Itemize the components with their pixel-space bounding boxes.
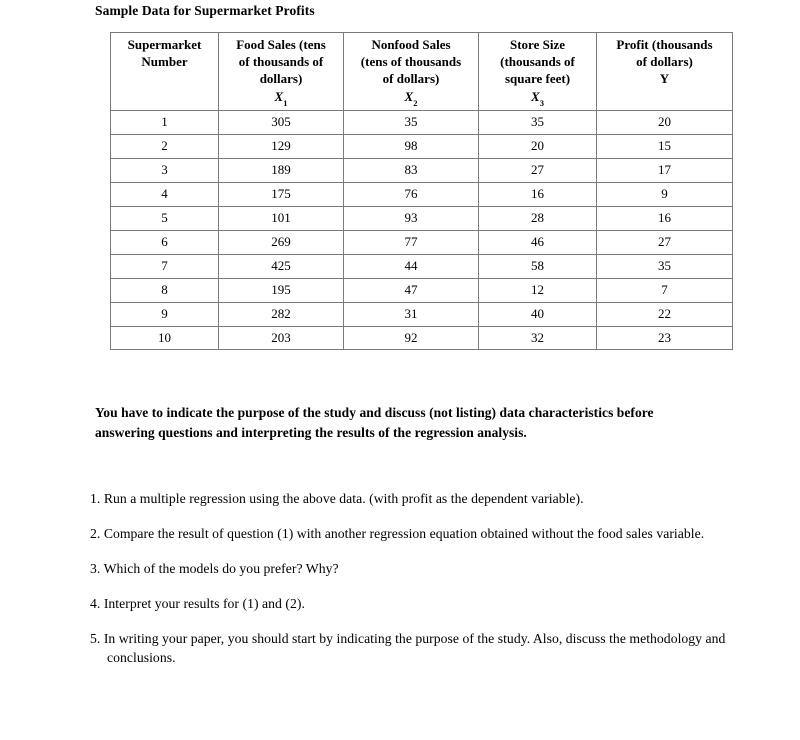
cell-nonfood-sales: 35 — [344, 111, 479, 135]
cell-nonfood-sales: 93 — [344, 207, 479, 231]
cell-profit: 23 — [597, 326, 733, 350]
table-row — [111, 326, 733, 350]
page-title: Sample Data for Supermarket Profits — [95, 3, 315, 18]
question-text: In writing your paper, you should start by indicating the purpose of the study. Also, discuss the methodology and conclusions. — [103, 631, 726, 665]
cell-store-size: 27 — [479, 159, 597, 183]
question-text: Interpret your results for (1) and (2). — [103, 596, 305, 611]
cell-food-sales: 425 — [219, 254, 344, 278]
cell-supermarket-number: 5 — [111, 207, 219, 231]
column-header-line: (tens of thousands — [360, 54, 462, 70]
column-header-line: Store Size — [510, 37, 565, 52]
question-text: Run a multiple regression using the above data. (with profit as the dependent variable). — [103, 491, 584, 506]
sample-data-table — [110, 32, 733, 350]
cell-food-sales: 305 — [219, 111, 344, 135]
column-header-symbol: Y — [659, 71, 670, 87]
table-row — [111, 254, 733, 278]
cell-food-sales: 203 — [219, 326, 344, 350]
column-header-profit — [597, 33, 733, 111]
column-header-symbol-subscript: 1 — [283, 98, 288, 109]
cell-food-sales: 129 — [219, 135, 344, 159]
column-header-line: Profit (thousands — [616, 37, 713, 52]
column-header-line: Number — [141, 54, 188, 70]
table-row — [111, 278, 733, 302]
column-header-line: Food Sales (tens — [236, 37, 326, 52]
question-item — [90, 594, 730, 613]
cell-store-size: 16 — [479, 183, 597, 207]
column-header-line: of dollars) — [382, 71, 440, 87]
cell-profit: 22 — [597, 302, 733, 326]
cell-food-sales: 195 — [219, 278, 344, 302]
column-header-symbol: $X_3$ — [531, 88, 544, 109]
cell-store-size: 35 — [479, 111, 597, 135]
cell-nonfood-sales: 98 — [344, 135, 479, 159]
cell-store-size: 40 — [479, 302, 597, 326]
question-number: 4. — [90, 596, 104, 611]
cell-food-sales: 175 — [219, 183, 344, 207]
cell-profit: 15 — [597, 135, 733, 159]
table-row — [111, 302, 733, 326]
column-header-line: dollars) — [259, 71, 303, 87]
column-header-line: of thousands of — [238, 54, 324, 70]
cell-supermarket-number: 3 — [111, 159, 219, 183]
table-row — [111, 111, 733, 135]
cell-profit: 20 — [597, 111, 733, 135]
cell-supermarket-number: 8 — [111, 278, 219, 302]
instruction-paragraph: You have to indicate the purpose of the study and discuss (not listing) data characteristics before answering questions and interpreting the results of the regression analysis. — [95, 405, 654, 440]
question-item — [90, 524, 730, 543]
cell-store-size: 28 — [479, 207, 597, 231]
cell-food-sales: 101 — [219, 207, 344, 231]
cell-store-size: 32 — [479, 326, 597, 350]
table-row — [111, 135, 733, 159]
column-header-supermarket-number — [111, 33, 219, 111]
column-header-symbol-subscript: 3 — [539, 98, 544, 109]
cell-profit: 27 — [597, 230, 733, 254]
cell-profit: 17 — [597, 159, 733, 183]
question-number: 1. — [90, 491, 104, 506]
question-item — [90, 629, 730, 667]
cell-nonfood-sales: 44 — [344, 254, 479, 278]
cell-supermarket-number: 9 — [111, 302, 219, 326]
question-text: Which of the models do you prefer? Why? — [103, 561, 339, 576]
cell-store-size: 12 — [479, 278, 597, 302]
table-row — [111, 159, 733, 183]
question-item — [90, 559, 730, 578]
cell-store-size: 20 — [479, 135, 597, 159]
cell-nonfood-sales: 77 — [344, 230, 479, 254]
cell-supermarket-number: 7 — [111, 254, 219, 278]
question-number: 5. — [90, 631, 104, 646]
column-header-line: Nonfood Sales — [371, 37, 451, 52]
question-item — [90, 489, 730, 508]
cell-food-sales: 282 — [219, 302, 344, 326]
column-header-food-sales — [219, 33, 344, 111]
sample-data-table-container — [110, 32, 732, 350]
cell-food-sales: 269 — [219, 230, 344, 254]
table-row — [111, 183, 733, 207]
column-header-line: square feet) — [504, 71, 571, 87]
cell-supermarket-number: 6 — [111, 230, 219, 254]
table-body — [111, 111, 733, 350]
column-header-line: Supermarket — [127, 37, 202, 52]
cell-nonfood-sales: 31 — [344, 302, 479, 326]
cell-profit: 9 — [597, 183, 733, 207]
column-header-line: of dollars) — [636, 54, 693, 70]
cell-store-size: 46 — [479, 230, 597, 254]
cell-profit: 7 — [597, 278, 733, 302]
cell-nonfood-sales: 47 — [344, 278, 479, 302]
column-header-symbol-subscript: 2 — [413, 98, 418, 109]
column-header-nonfood-sales — [344, 33, 479, 111]
column-header-line: (thousands of — [500, 54, 575, 70]
cell-profit: 35 — [597, 254, 733, 278]
cell-supermarket-number: 2 — [111, 135, 219, 159]
question-text: Compare the result of question (1) with another regression equation obtained without the food sales variable. — [103, 526, 705, 541]
cell-food-sales: 189 — [219, 159, 344, 183]
cell-nonfood-sales: 83 — [344, 159, 479, 183]
cell-store-size: 58 — [479, 254, 597, 278]
table-row — [111, 207, 733, 231]
table-row — [111, 230, 733, 254]
cell-profit: 16 — [597, 207, 733, 231]
column-header-symbol: $X_2$ — [404, 88, 418, 109]
cell-nonfood-sales: 92 — [344, 326, 479, 350]
cell-nonfood-sales: 76 — [344, 183, 479, 207]
column-header-store-size — [479, 33, 597, 111]
table-header — [111, 33, 733, 111]
column-header-symbol: $X_1$ — [274, 88, 288, 109]
questions-list — [90, 489, 730, 667]
cell-supermarket-number: 10 — [111, 326, 219, 350]
question-number: 3. — [90, 561, 104, 576]
cell-supermarket-number: 1 — [111, 111, 219, 135]
question-number: 2. — [90, 526, 104, 541]
cell-supermarket-number: 4 — [111, 183, 219, 207]
table-header-row — [111, 33, 733, 111]
